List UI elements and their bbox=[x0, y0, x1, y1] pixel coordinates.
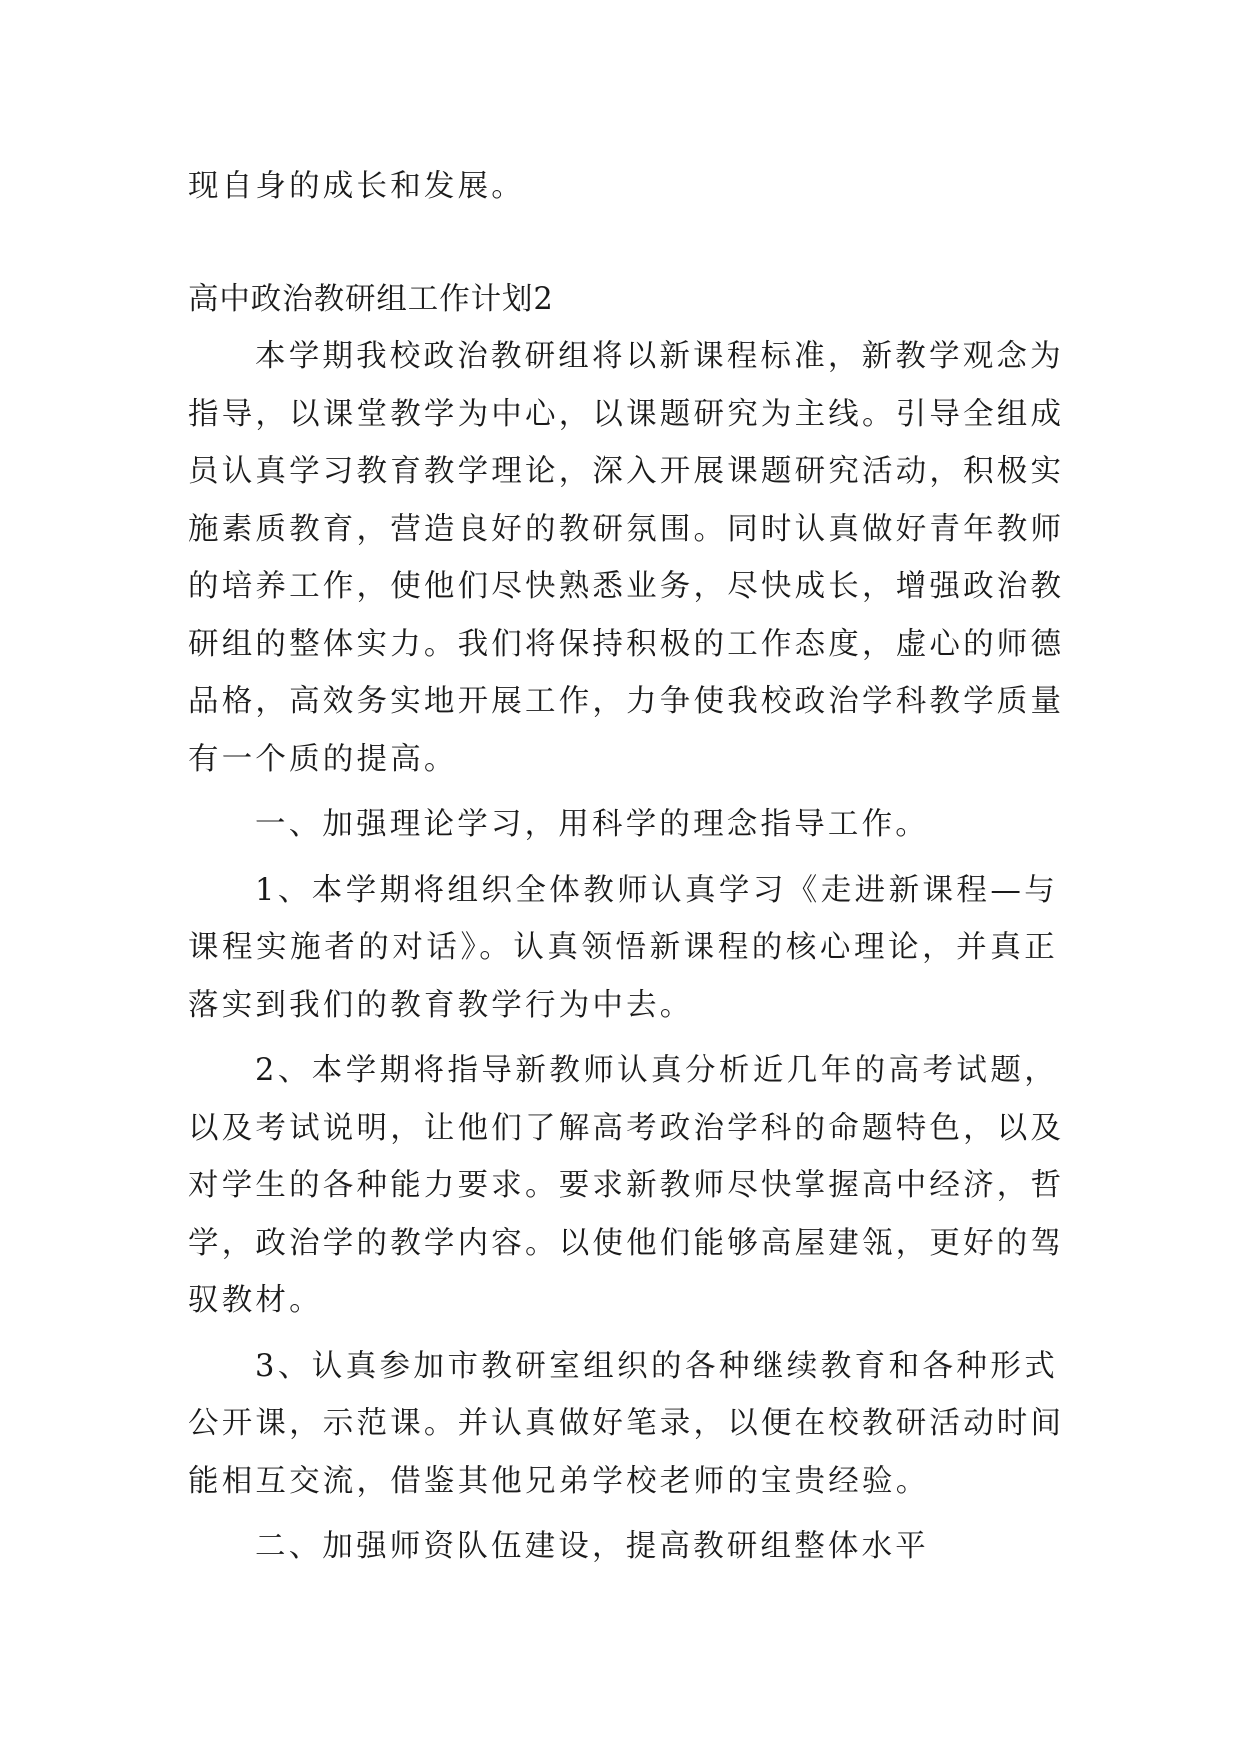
paragraph-line: 员认真学习教育教学理论，深入开展课题研究活动，积极实 bbox=[188, 454, 1065, 489]
paragraph-line: 品格，高效务实地开展工作，力争使我校政治学科教学质量 bbox=[188, 684, 1065, 719]
paragraph-line: 的培养工作，使他们尽快熟悉业务，尽快成长，增强政治教 bbox=[188, 569, 1065, 604]
paragraph-line: 研组的整体实力。我们将保持积极的工作态度，虚心的师德 bbox=[188, 626, 1065, 662]
paragraph-line: 学，政治学的教学内容。以使他们能够高屋建瓴，更好的驾 bbox=[188, 1225, 1065, 1261]
item-2 bbox=[188, 1042, 1065, 1330]
document-page bbox=[188, 158, 1065, 1576]
paragraph-line: 2、本学期将指导新教师认真分析近几年的高考试题， bbox=[255, 1053, 1058, 1088]
paragraph-line: 以及考试说明，让他们了解高考政治学科的命题特色，以及 bbox=[188, 1110, 1065, 1146]
paragraph-line: 1、本学期将组织全体教师认真学习《走进新课程—与 bbox=[255, 872, 1058, 908]
heading-2: 二、加强师资队伍建设，提高教研组整体水平 bbox=[255, 1529, 929, 1564]
section-title: 高中政治教研组工作计划2 bbox=[188, 281, 554, 317]
intro-tail: 现自身的成长和发展。 bbox=[188, 169, 525, 204]
paragraph-line: 公开课，示范课。并认真做好笔录，以便在校教研活动时间 bbox=[188, 1406, 1065, 1441]
paragraph-line: 本学期我校政治教研组将以新课程标准，新教学观念为 bbox=[255, 339, 1064, 374]
paragraph-line: 课程实施者的对话》。认真领悟新课程的核心理论，并真正 bbox=[188, 930, 1058, 965]
heading-1: 一、加强理论学习，用科学的理念指导工作。 bbox=[255, 807, 929, 842]
paragraph-line: 3、认真参加市教研室组织的各种继续教育和各种形式 bbox=[255, 1348, 1058, 1384]
paragraph-line: 施素质教育，营造良好的教研氛围。同时认真做好青年教师 bbox=[188, 511, 1065, 547]
paragraph-line: 驭教材。 bbox=[188, 1283, 323, 1318]
item-1 bbox=[188, 862, 1058, 1035]
paragraph-line: 能相互交流，借鉴其他兄弟学校老师的宝贵经验。 bbox=[188, 1463, 930, 1499]
paragraph-1 bbox=[188, 328, 1065, 788]
paragraph-line: 有一个质的提高。 bbox=[188, 741, 458, 777]
paragraph-line: 指导，以课堂教学为中心，以课题研究为主线。引导全组成 bbox=[188, 396, 1065, 432]
paragraph-line: 对学生的各种能力要求。要求新教师尽快掌握高中经济，哲 bbox=[188, 1168, 1065, 1203]
paragraph-line: 落实到我们的教育教学行为中去。 bbox=[188, 987, 694, 1023]
item-3 bbox=[188, 1338, 1065, 1511]
